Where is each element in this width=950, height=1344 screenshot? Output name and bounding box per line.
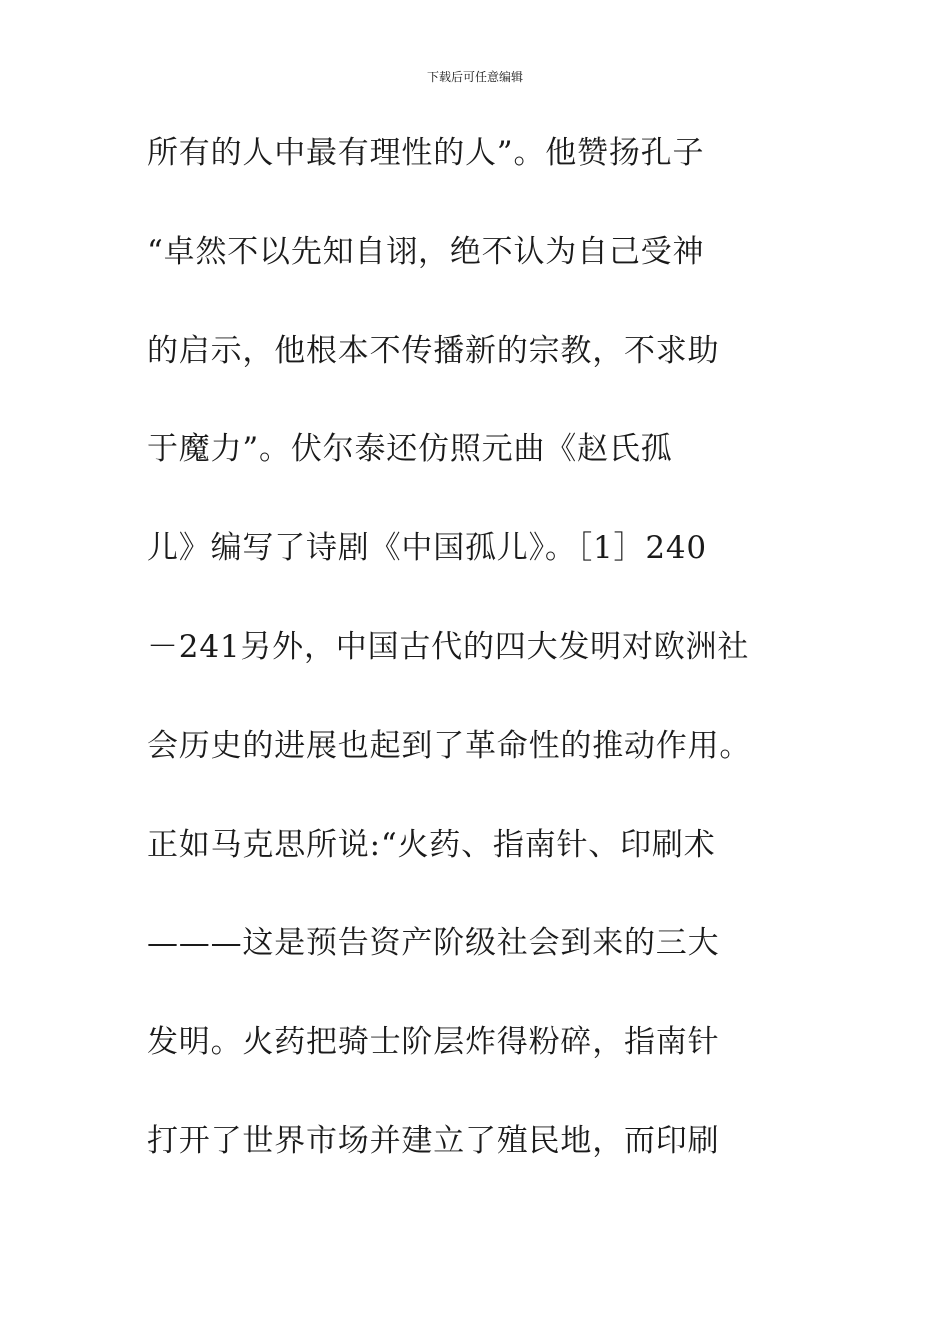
text-line: ———这是预告资产阶级社会到来的三大 [147,925,720,962]
text-line: －241另外，中国古代的四大发明对欧洲社 [147,628,750,665]
text-line: 儿》编写了诗剧《中国孤儿》。［1］240 [147,530,707,567]
text-line: 发明。火药把骑士阶层炸得粉碎，指南针 [147,1024,720,1061]
text-line: “卓然不以先知自诩，绝不认为自己受神 [147,233,705,270]
text-line: 的启示，他根本不传播新的宗教，不求助 [147,332,720,369]
text-line: 打开了世界市场并建立了殖民地，而印刷 [147,1122,720,1159]
header-note: 下载后可任意编辑 [426,70,523,84]
text-line: 于魔力”。伏尔泰还仿照元曲《赵氏孤 [147,431,673,468]
body-text [147,124,827,1211]
text-line: 所有的人中最有理性的人”。他赞扬孔子 [147,135,705,171]
text-line: 正如马克思所说:“火药、指南针、印刷术 [147,826,716,863]
text-line: 会历史的进展也起到了革命性的推动作用。 [147,727,752,764]
